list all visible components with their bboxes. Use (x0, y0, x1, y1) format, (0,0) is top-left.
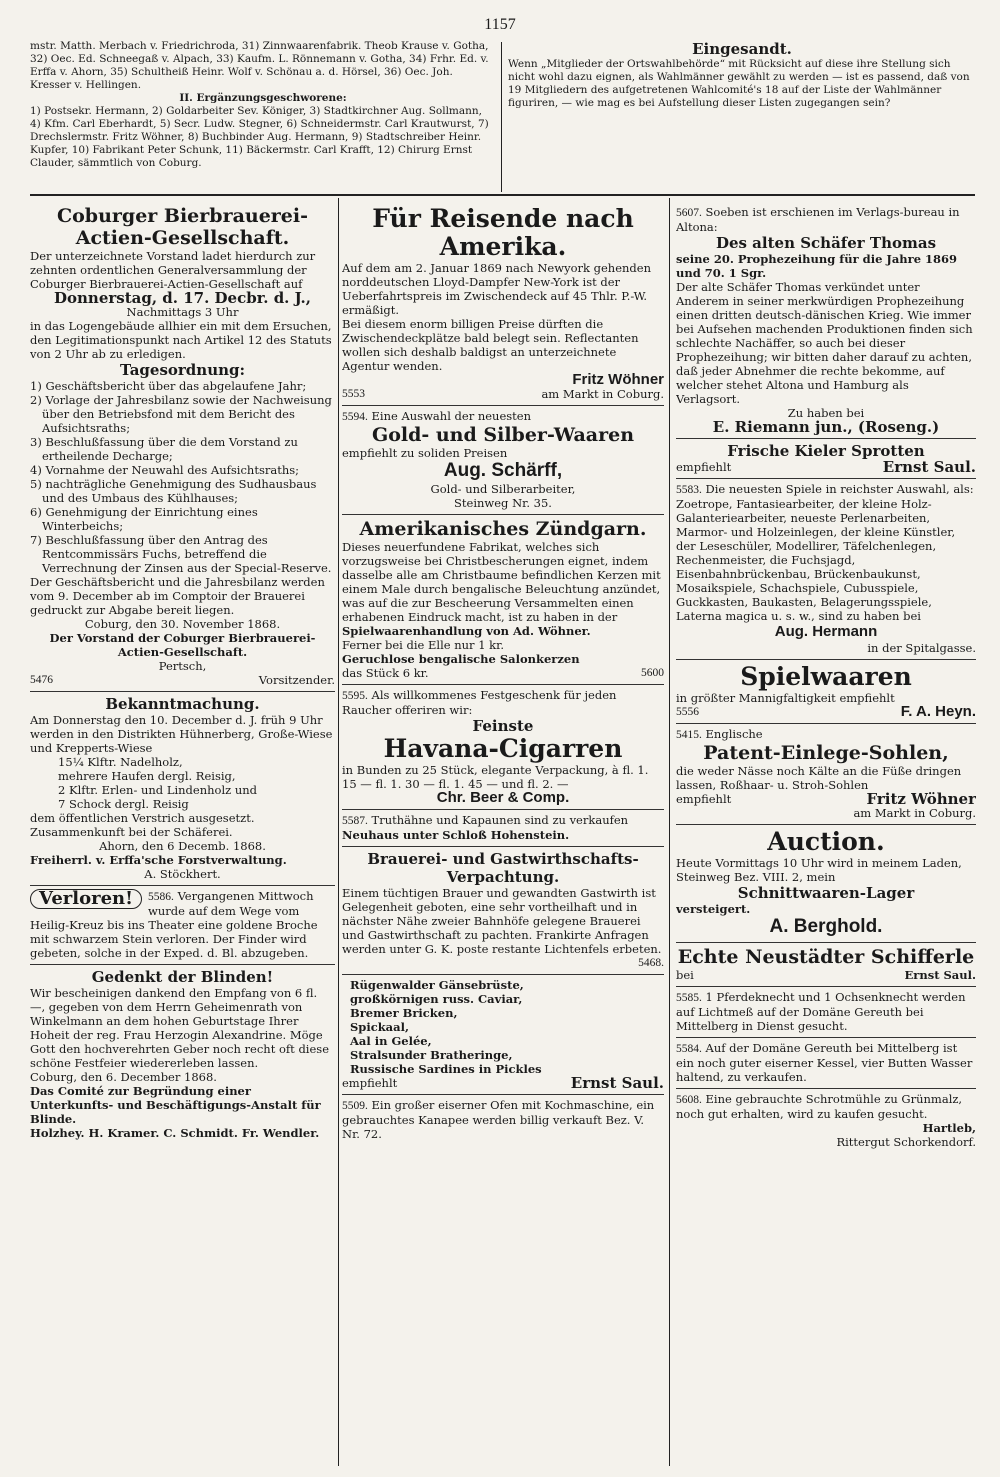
gold-intro: Eine Auswahl der neuesten (371, 409, 532, 423)
delikatessen-item: Aal in Gelée, (350, 1034, 432, 1048)
havana-sub: Feinste (472, 717, 534, 735)
agenda-list (30, 379, 335, 575)
brewery-intro: Der unterzeichnete Vorstand ladet hierdurch zur zehnten ordentlichen Generalversammlung der Coburger Bierbrauerei-Actien-Gesellschaft auf (30, 249, 316, 291)
sprotten-ad (676, 438, 976, 478)
agenda-item: 5) nachträgliche Genehmigung des Sudhausbaus und des Umbaus des Kühlhauses; (30, 477, 317, 505)
eingesandt-heading: Eingesandt. (692, 40, 792, 58)
ad-number: 5585. (676, 992, 702, 1004)
bekanntmachung-signer: A. Stöckhert. (144, 867, 221, 881)
auction-ad (676, 824, 976, 942)
knecht-ad (676, 986, 976, 1037)
reisende-heading: Für Reisende nach Amerika. (372, 204, 634, 261)
delikatessen-list (342, 978, 664, 1076)
knecht-text: 1 Pferdeknecht und 1 Ochsenknecht werden auf Lichtmeß auf der Domäne Gereuth bei Mittelberg in Dienst gesucht. (676, 990, 966, 1033)
sprotten-footer (676, 460, 976, 474)
wood-list (30, 755, 335, 811)
auction-heading: Auction. (767, 827, 885, 856)
spielwaaren-name: F. A. Heyn. (900, 703, 976, 720)
spielwaaren-ad (676, 659, 976, 723)
ad-number: 5556 (676, 706, 699, 718)
zuendgarn-text: Dieses neuerfundene Fabrikat, welches sich vorzugsweise bei Christbescherungen eignet, indem dasselbe alle am Christbaume befindlichen Kerzen mit einem Male durch bengalische Beleuchtung anzündet, was auf die zur Bescheerung Versammelten einen erhabenen Eindruck macht, ist zu haben in der (342, 540, 661, 624)
eingesandt-text: Wenn „Mitglieder der Ortswahlbehörde“ mit Rücksicht auf diese ihre Stellung sich nicht wohl dazu eignen, als Wahlmänner gewählt zu werden — ist es passend, daß von 19 Mitgliedern des aufgetretenen Wahlcomité's 18 auf der Liste der Wahlmänner figuriren, — wie mag es bei Aufstellung dieser Listen zugegangen sein? (508, 58, 970, 109)
brauerei-ad (342, 846, 664, 974)
sohlen-ad (676, 723, 976, 824)
ad-number: 5608. (676, 1094, 702, 1106)
auction-text: Heute Vormittags 10 Uhr wird in meinem Laden, Steinweg Bez. VIII. 2, mein (676, 856, 962, 884)
ad-number: 5476 (30, 674, 53, 686)
delikatessen-item: großkörnigen russ. Caviar, (350, 992, 523, 1006)
reisende-ad (342, 202, 664, 405)
spielwaaren-text: in größter Mannigfaltigkeit empfiehlt (676, 691, 895, 705)
brauerei-heading: Brauerei- und Gastwirthschafts-Verpachtung. (367, 850, 639, 886)
sprotten-lead: empfiehlt (676, 460, 732, 474)
auction-name: A. Berghold. (769, 916, 883, 937)
ad-number: 5586. (148, 891, 174, 903)
delikatessen-item: Spickaal, (350, 1020, 409, 1034)
schifferle-heading: Echte Neustädter Schifferle (677, 946, 975, 968)
sohlen-heading: Patent-Einlege-Sohlen, (703, 742, 949, 764)
column-2 (342, 202, 664, 1472)
column-3 (676, 202, 976, 1472)
truthaehne-place: Neuhaus unter Schloß Hohenstein. (342, 828, 570, 842)
schifferle-ad (676, 942, 976, 986)
ad-number: 5553 (342, 388, 365, 400)
column-divider-left (338, 198, 339, 1466)
bekanntmachung-body: dem öffentlichen Verstrich ausgesetzt. Zusammenkunft bei der Schäferei. (30, 811, 255, 839)
agenda-item: 4) Vornahme der Neuwahl des Aufsichtsraths; (30, 463, 299, 477)
bekanntmachung-place-date: Ahorn, den 6 Decemb. 1868. (99, 839, 266, 853)
schifferle-lead: bei (676, 968, 694, 982)
sprotten-name: Ernst Saul. (882, 458, 976, 476)
sohlen-name: Fritz Wöhner (866, 790, 976, 808)
gold-ad (342, 405, 664, 514)
havana-ad (342, 684, 664, 809)
ad-number: 5584. (676, 1043, 702, 1055)
delikatessen-name: Ernst Saul. (570, 1074, 664, 1092)
agenda-item: 1) Geschäftsbericht über das abgelaufene Jahr; (30, 379, 307, 393)
sohlen-footer (676, 792, 976, 806)
agenda-item: 3) Beschlußfassung über die dem Vorstand zu ertheilende Decharge; (30, 435, 298, 463)
brewery-signer-title: Vorsitzender. (258, 673, 335, 687)
zuendgarn-price: das Stück 6 kr. (342, 666, 429, 680)
jury-list-text: mstr. Matth. Merbach v. Friedrichroda, 31) Zinnwaarenfabrik. Theob Krause v. Gotha, 32) Oec. Ed. Schneegaß v. Alpach, 33) Kaufm. L. Rönnemann v. Gotha, 34) Frhr. Ed. v. Erffa v. Ahorn, 35) Schultheiß Heinr. Wolf v. Schönau a. d. Hörsel, 36) Oec. Joh. Kresser v. Hellingen. (30, 40, 489, 91)
havana-intro: Als willkommenes Festgeschenk für jeden Raucher offeriren wir: (342, 688, 617, 717)
verloren-ad (30, 885, 335, 964)
blinden-text: Wir bescheinigen dankend den Empfang von 6 fl. —, gegeben von dem Herrn Geheimenrath von Winkelmann an dem hohen Geburtstage Ihrer Hoheit der reg. Frau Herzogin Alexandrine. Möge Gott den hochverehrten Geber noch recht oft diese schöne Festfeier wiedererleben lassen. (30, 986, 329, 1070)
delikatessen-item: Stralsunder Bratheringe, (350, 1048, 513, 1062)
ad-number: 5583. (676, 484, 702, 496)
sohlen-text: die weder Nässe noch Kälte an die Füße dringen lassen, Roßhaar- u. Stroh-Sohlen (676, 764, 962, 792)
top-rule (30, 194, 975, 196)
blinden-place-date: Coburg, den 6. December 1868. (30, 1070, 217, 1084)
reisende-place: am Markt in Coburg. (541, 387, 664, 401)
havana-heading: Havana-Cigarren (383, 734, 623, 763)
ad-number: 5600 (641, 667, 664, 679)
page-number: 1157 (484, 16, 516, 33)
jury-list-text-2: 1) Postsekr. Hermann, 2) Goldarbeiter Sev. Königer, 3) Stadtkirchner Aug. Sollmann, 4) Kfm. Carl Eberhardt, 5) Secr. Ludw. Stegner, 6) Schneidermstr. Carl Krautwurst, 7) Drechslermstr. Fritz Wöhner, 8) Buchbinder Aug. Hermann, 9) Stadtschreiber Heinr. Kupfer, 10) Fabrikant Peter Schunk, 11) Bäckermstr. Carl Krafft, 12) Chirurg Ernst Clauder, sämmtlich von Coburg. (30, 105, 489, 169)
schaefer-heading: Des alten Schäfer Thomas (715, 234, 937, 252)
reisende-text: Auf dem am 2. Januar 1869 nach Newyork gehenden norddeutschen Lloyd-Dampfer New-York ist der Ueberfahrtspreis im Zwischendeck auf 45 Thlr. P.-W. ermäßigt. (342, 261, 651, 317)
auction-sub-2: versteigert. (676, 902, 751, 916)
reisende-text-2: Bei diesem enorm billigen Preise dürften die Zwischendeckplätze bald belegt sein. Reflectanten wollen sich deshalb baldigst an unterzeichnete Agentur wenden. (342, 317, 639, 373)
blinden-names: Holzhey. H. Kramer. C. Schmidt. Fr. Wendler. (30, 1126, 320, 1140)
reisende-name: Fritz Wöhner (572, 371, 664, 388)
schaefer-text: Der alte Schäfer Thomas verkündet unter Anderem in seiner merkwürdigen Prophezeihung einen dritten deutsch-dänischen Krieg. Wie immer bei Aufsehen machenden Produktionen finden sich schlechte Nachäffer, so auch bei dieser Prophezeihung; wir bitten daher darauf zu achten, daß jeder Abnehmer die rechte bekomme, auf welcher stehet Altona und Hamburg als Verlagsort. (676, 280, 973, 406)
gold-name: Aug. Schärff, (443, 460, 563, 481)
havana-text: in Bunden zu 25 Stück, elegante Verpackung, à fl. 1. 15 — fl. 1. 30 — fl. 1. 45 — und fl. 2. — (342, 763, 649, 791)
ad-number: 5607. (676, 207, 702, 219)
bekanntmachung-ad (30, 691, 335, 885)
delikatessen-footer (342, 1076, 664, 1090)
spiele-name: Aug. Hermann (774, 623, 878, 640)
reisende-footer (342, 387, 664, 401)
schaefer-sub: seine 20. Prophezeihung für die Jahre 1869 und 70. 1 Sgr. (676, 252, 958, 280)
verloren-badge: Verloren! (30, 889, 142, 909)
spiele-place: in der Spitalgasse. (867, 641, 976, 655)
wood-item: 15¼ Klftr. Nadelholz, (58, 755, 183, 769)
spiele-text: Die neuesten Spiele in reichster Auswahl, als: Zoetrope, Fantasiearbeiter, der kleine Holz-Galanteriearbeiter, neueste Perlenarbeiten, Marmor- und Holzeinlegen, der kleine Künstler, der Leseschüler, Modellirer, Täfelchenlegen, Rechenmeister, die Fuchsjagd, Eisenbahnbrückenbau, Brückenbaukunst, Mosaikspiele, Schachspiele, Cubusspiele, Guckkasten, Baukasten, Belagerungsspiele, Laterna magica u. s. w., sind zu haben bei (676, 482, 974, 623)
brewery-heading: Coburger Bierbrauerei-Actien-Gesellschaft. (57, 205, 308, 249)
delikatessen-lead: empfiehlt (342, 1076, 398, 1090)
schifferle-name: Ernst Saul. (904, 968, 976, 982)
ofen-ad (342, 1094, 664, 1145)
ad-number: 5594. (342, 411, 368, 423)
ad-number: 5468. (638, 957, 664, 969)
top-divider (501, 42, 502, 192)
sohlen-intro: Englische (705, 727, 763, 741)
spielwaaren-heading: Spielwaaren (740, 662, 912, 691)
zuendgarn-footer (342, 666, 664, 680)
sohlen-lead: empfiehlt (676, 792, 732, 806)
brewery-date: Donnerstag, d. 17. Decbr. d. J., (54, 289, 311, 307)
schrotmuehle-text: Eine gebrauchte Schrotmühle zu Grünmalz, noch gut erhalten, wird zu kaufen gesucht. (676, 1092, 963, 1121)
bekanntmachung-intro: Am Donnerstag den 10. December d. J. früh 9 Uhr werden in den Distrikten Hühnerberg, Große-Wiese und Krepperts-Wiese (30, 713, 333, 755)
ad-number: 5587. (342, 815, 368, 827)
bekanntmachung-heading: Bekanntmachung. (105, 695, 260, 713)
blinden-signature: Das Comité zur Begründung einer Unterkunfts- und Beschäftigungs-Anstalt für Blinde. (30, 1084, 321, 1126)
zuendgarn-heading: Amerikanisches Zündgarn. (359, 518, 647, 540)
agenda-heading: Tagesordnung: (119, 361, 246, 379)
column-1 (30, 202, 335, 1472)
wood-item: mehrere Haufen dergl. Reisig, (58, 769, 236, 783)
brewery-signature: Der Vorstand der Coburger Bierbrauerei-Actien-Gesellschaft. (49, 631, 316, 659)
zuendgarn-product: Geruchlose bengalische Salonkerzen (342, 652, 580, 666)
schaefer-intro: Soeben ist erschienen im Verlags-bureau in Altona: (676, 205, 960, 234)
brewery-footer (30, 673, 335, 687)
delikatessen-item: Bremer Bricken, (350, 1006, 458, 1020)
schaefer-avail: Zu haben bei (787, 406, 865, 420)
zuendgarn-text-2: Ferner bei die Elle nur 1 kr. (342, 638, 505, 652)
truthaehne-ad (342, 809, 664, 846)
delikatessen-ad (342, 974, 664, 1094)
blinden-heading: Gedenkt der Blinden! (91, 968, 274, 986)
wood-item: 7 Schock dergl. Reisig (58, 797, 189, 811)
brewery-ad (30, 202, 335, 691)
brewery-body: in das Logengebäude allhier ein mit dem Ersuchen, den Legitimationspunkt nach Artikel 12 des Statuts von 2 Uhr ab zu erledigen. (30, 319, 332, 361)
gold-text: empfiehlt zu soliden Preisen (342, 446, 508, 460)
brewery-place-date: Coburg, den 30. November 1868. (84, 617, 281, 631)
zuendgarn-ad (342, 514, 664, 684)
agenda-item: 7) Beschlußfassung über den Antrag des Rentcommissärs Fuchs, betreffend die Verrechnung der Zinsen aus der Special-Reserve. (30, 533, 332, 575)
delikatessen-item: Rügenwalder Gänsebrüste, (350, 978, 524, 992)
sprotten-heading: Frische Kieler Sprotten (727, 442, 925, 460)
ad-number: 5509. (342, 1100, 368, 1112)
agenda-item: 2) Vorlage der Jahresbilanz sowie der Nachweisung über den Betriebsfond mit dem Bericht des Aufsichtsraths; (30, 393, 332, 435)
brewery-signer: Pertsch, (158, 659, 207, 673)
sohlen-place: am Markt in Coburg. (853, 806, 976, 820)
truthaehne-text: Truthähne und Kapaunen sind zu verkaufen (371, 813, 629, 827)
verloren-text: Vergangenen Mittwoch wurde auf dem Wege vom Heilig-Kreuz bis ins Theater eine goldene Broche mit schwarzem Stein verloren. Der Finder wird gebeten, solche in der Exped. d. Bl. abzugeben. (30, 889, 318, 960)
brauerei-text: Einem tüchtigen Brauer und gewandten Gastwirth ist Gelegenheit geboten, eine sehr vortheilhaft und in nächster Nähe zweier Bahnhöfe gelegene Brauerei und Gastwirthschaft zu pachten. Frankirte Anfragen werden unter G. K. poste restante Lichtenfels erbeten. (342, 886, 662, 956)
ofen-text: Ein großer eiserner Ofen mit Kochmaschine, ein gebrauchtes Kanapee werden billig verkauft Bez. V. Nr. 72. (342, 1098, 655, 1141)
gold-heading: Gold- und Silber-Waaren (371, 424, 635, 446)
eingesandt-section (508, 40, 976, 110)
kessel-ad (676, 1037, 976, 1088)
ad-number: 5595. (342, 690, 368, 702)
havana-name: Chr. Beer & Comp. (436, 789, 570, 806)
schrotmuehle-name: Hartleb, (922, 1121, 976, 1135)
spielwaaren-footer (676, 705, 976, 719)
schrotmuehle-place: Rittergut Schorkendorf. (836, 1135, 976, 1149)
jury-list-subheading: II. Ergänzungsgeschworene: (179, 92, 347, 104)
kessel-text: Auf der Domäne Gereuth bei Mittelberg ist ein noch guter eiserner Kessel, vier Butten Wasser haltend, zu verkaufen. (676, 1041, 973, 1084)
wood-item: 2 Klftr. Erlen- und Lindenholz und (58, 783, 258, 797)
schaefer-name: E. Riemann jun., (Roseng.) (712, 418, 940, 436)
jury-list (30, 40, 496, 170)
schrotmuehle-ad (676, 1088, 976, 1153)
zuendgarn-shop: Spielwaarenhandlung von Ad. Wöhner. (342, 624, 591, 638)
auction-sub: Schnittwaaren-Lager (737, 884, 915, 902)
delikatessen-item: Russische Sardines in Pickles (350, 1062, 542, 1076)
agenda-item: 6) Genehmigung der Einrichtung eines Winterbeichs; (30, 505, 258, 533)
gold-trade: Gold- und Silberarbeiter, (430, 482, 576, 496)
blinden-ad (30, 964, 335, 1144)
schifferle-footer (676, 968, 976, 982)
spiele-ad (676, 478, 976, 659)
schaefer-ad (676, 202, 976, 438)
gold-address: Steinweg Nr. 35. (454, 496, 552, 510)
brewery-closing: Der Geschäftsbericht und die Jahresbilanz werden vom 9. December ab im Comptoir der Brauerei gedruckt zur Abgabe bereit liegen. (30, 575, 325, 617)
column-divider-right (669, 198, 670, 1466)
ad-number: 5415. (676, 729, 702, 741)
bekanntmachung-signature: Freiherrl. v. Erffa'sche Forstverwaltung. (30, 853, 287, 867)
brewery-time: Nachmittags 3 Uhr (126, 305, 239, 319)
